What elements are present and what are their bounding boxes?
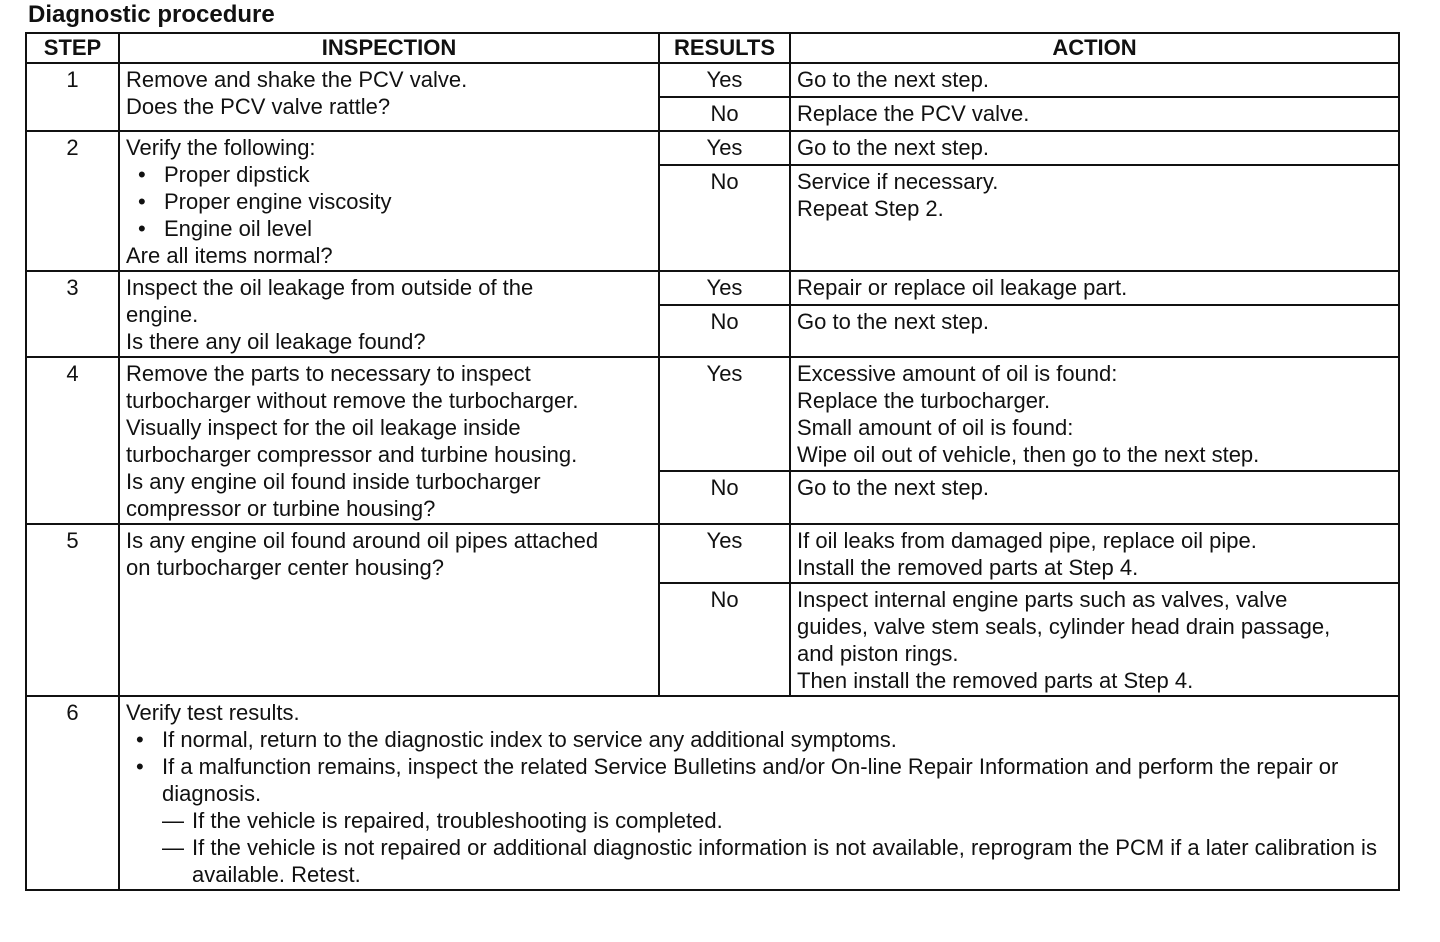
result-cell: No xyxy=(659,583,790,696)
action-cell xyxy=(790,471,1399,524)
list-item: • If a malfunction remains, inspect the related Service Bulletins and/or On-line Repair Information and perform the repair or diagnosis. xyxy=(126,753,1392,807)
result-cell: Yes xyxy=(659,524,790,583)
inspection-line: turbocharger compressor and turbine housing. xyxy=(126,442,578,467)
action-line: If oil leaks from damaged pipe, replace oil pipe. xyxy=(797,528,1257,553)
result-cell: No xyxy=(659,471,790,524)
step-number: 6 xyxy=(26,696,119,890)
step-number: 1 xyxy=(26,63,119,131)
inspection-line: Does the PCV valve rattle? xyxy=(126,94,391,119)
result-bullets xyxy=(126,726,1392,807)
action-line: Go to the next step. xyxy=(797,309,990,334)
action-cell xyxy=(790,63,1399,97)
inspection-line: on turbocharger center housing? xyxy=(126,555,444,580)
action-cell xyxy=(790,131,1399,165)
inspection-line: Are all items normal? xyxy=(126,243,333,268)
action-line: Repeat Step 2. xyxy=(797,196,944,221)
result-cell: Yes xyxy=(659,63,790,97)
result-cell: No xyxy=(659,165,790,271)
table-row xyxy=(26,696,1399,890)
result-cell: Yes xyxy=(659,271,790,305)
action-line: Small amount of oil is found: xyxy=(797,415,1074,440)
action-line: Go to the next step. xyxy=(797,475,990,500)
result-cell: No xyxy=(659,305,790,357)
inspection-line: Visually inspect for the oil leakage inside xyxy=(126,415,521,440)
inspection-cell xyxy=(119,524,659,696)
action-line: and piston rings. xyxy=(797,641,959,666)
inspection-line: Is any engine oil found around oil pipes attached xyxy=(126,528,599,553)
result-subitems xyxy=(126,807,1392,888)
inspection-line: Verify the following: xyxy=(126,135,316,160)
result-cell: Yes xyxy=(659,357,790,471)
step-6-cell xyxy=(119,696,1399,890)
table-row xyxy=(26,357,1399,471)
result-cell: No xyxy=(659,97,790,131)
action-cell xyxy=(790,357,1399,471)
header-action: ACTION xyxy=(790,33,1399,63)
action-cell xyxy=(790,271,1399,305)
action-cell xyxy=(790,97,1399,131)
inspection-cell xyxy=(119,357,659,524)
result-cell: Yes xyxy=(659,131,790,165)
inspection-cell xyxy=(119,63,659,131)
action-line: Inspect internal engine parts such as valves, valve xyxy=(797,587,1288,612)
inspection-cell xyxy=(119,131,659,271)
action-line: Replace the PCV valve. xyxy=(797,101,1030,126)
table-row xyxy=(26,524,1399,583)
action-cell xyxy=(790,583,1399,696)
table-row xyxy=(26,63,1399,97)
action-cell xyxy=(790,305,1399,357)
table-row xyxy=(26,131,1399,165)
inspection-line: Remove and shake the PCV valve. xyxy=(126,67,468,92)
list-item: • If normal, return to the diagnostic index to service any additional symptoms. xyxy=(126,726,1392,753)
list-item: — If the vehicle is not repaired or additional diagnostic information is not available, reprogram the PCM if a later calibration is available. Retest. xyxy=(126,834,1392,888)
action-line: Go to the next step. xyxy=(797,67,990,92)
header-inspection: INSPECTION xyxy=(119,33,659,63)
inspection-line: Inspect the oil leakage from outside of the xyxy=(126,275,534,300)
action-cell xyxy=(790,524,1399,583)
action-line: Wipe oil out of vehicle, then go to the next step. xyxy=(797,442,1260,467)
inspection-line: turbocharger without remove the turbocharger. xyxy=(126,388,579,413)
table-row xyxy=(26,271,1399,305)
action-line: Repair or replace oil leakage part. xyxy=(797,275,1128,300)
step-number: 3 xyxy=(26,271,119,357)
header-step: STEP xyxy=(26,33,119,63)
inspection-line: engine. xyxy=(126,302,199,327)
inspection-line: Is any engine oil found inside turbocharger xyxy=(126,469,541,494)
action-cell xyxy=(790,165,1399,271)
inspection-line: Remove the parts to necessary to inspect xyxy=(126,361,531,386)
header-results: RESULTS xyxy=(659,33,790,63)
inspection-line: Verify test results. xyxy=(126,700,300,725)
inspection-cell xyxy=(119,271,659,357)
action-line: Excessive amount of oil is found: xyxy=(797,361,1118,386)
action-line: Install the removed parts at Step 4. xyxy=(797,555,1139,580)
list-item: • Proper engine viscosity xyxy=(126,188,652,215)
action-line: Service if necessary. xyxy=(797,169,999,194)
step-number: 5 xyxy=(26,524,119,696)
list-item: — If the vehicle is repaired, troubleshooting is completed. xyxy=(126,807,1392,834)
header-row xyxy=(26,33,1399,63)
list-item: • Engine oil level xyxy=(126,215,652,242)
inspection-line: Is there any oil leakage found? xyxy=(126,329,426,354)
action-line: guides, valve stem seals, cylinder head drain passage, xyxy=(797,614,1331,639)
step-number: 4 xyxy=(26,357,119,524)
inspection-line: compressor or turbine housing? xyxy=(126,496,436,521)
action-line: Go to the next step. xyxy=(797,135,990,160)
action-line: Replace the turbocharger. xyxy=(797,388,1051,413)
diagnostic-table xyxy=(25,32,1400,891)
inspection-list xyxy=(126,161,652,242)
page-title: Diagnostic procedure xyxy=(28,1,275,28)
list-item: • Proper dipstick xyxy=(126,161,652,188)
action-line: Then install the removed parts at Step 4. xyxy=(797,668,1194,693)
step-number: 2 xyxy=(26,131,119,271)
